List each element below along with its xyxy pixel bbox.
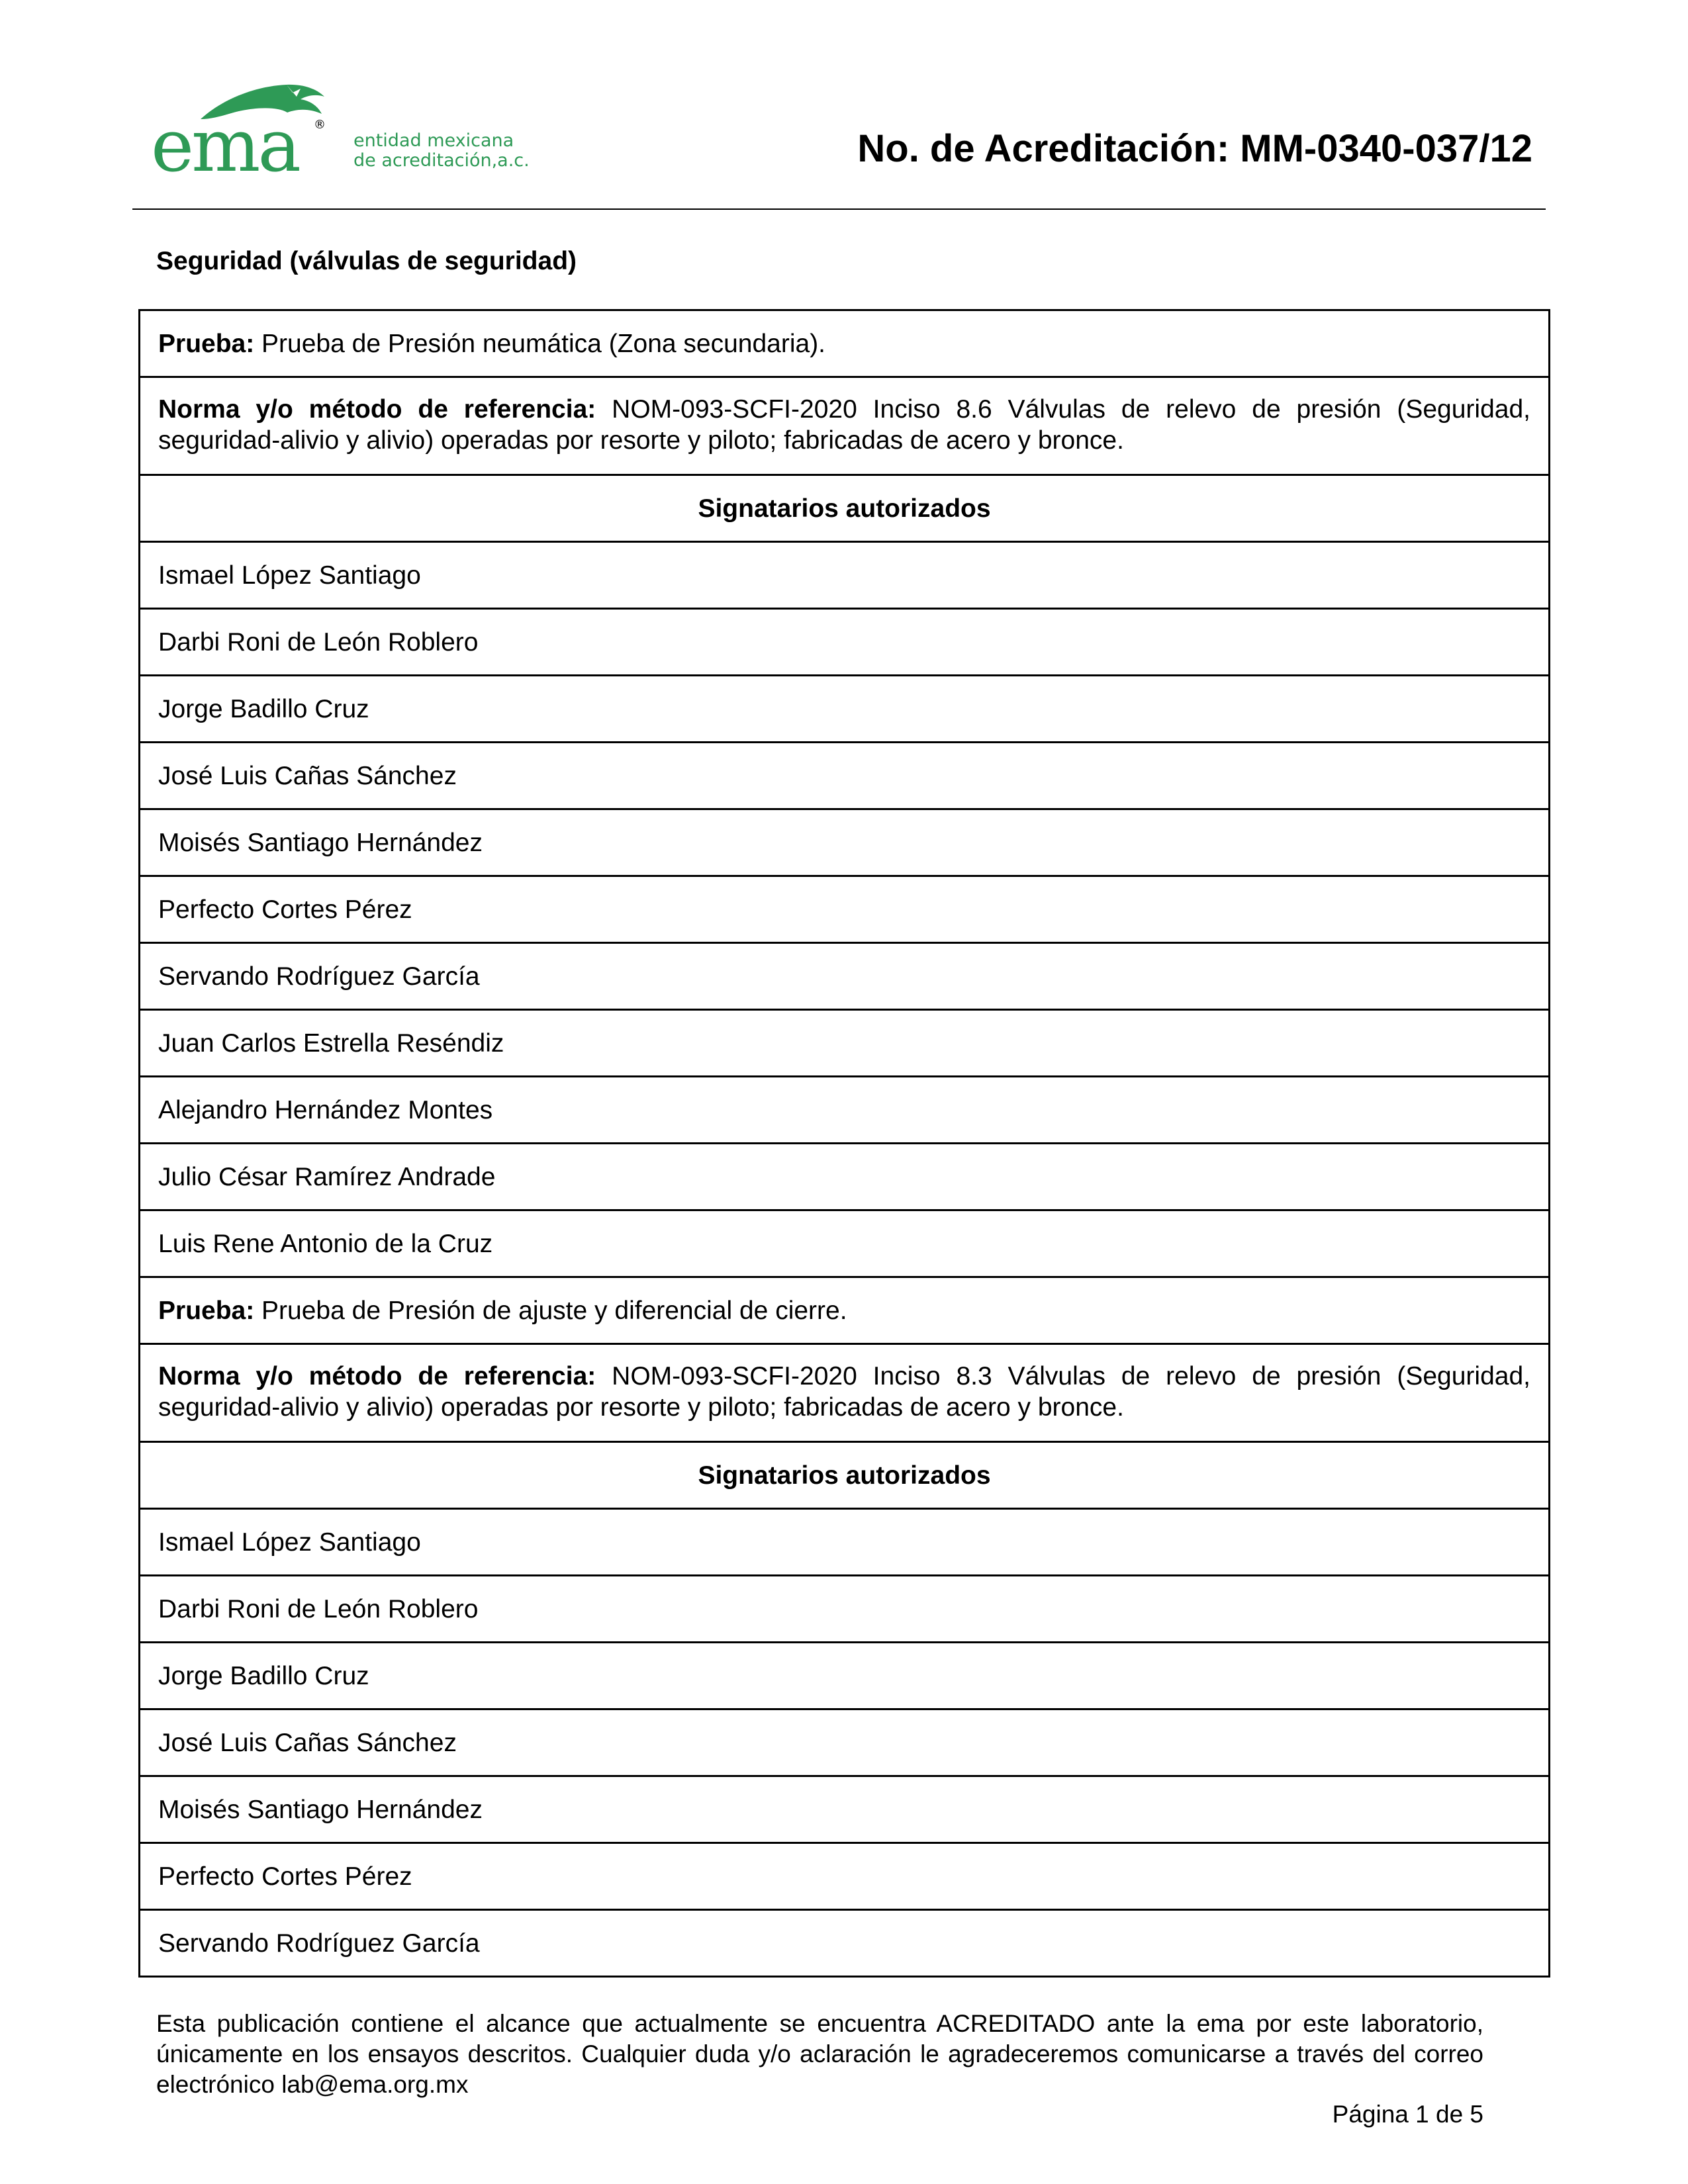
- signatario-row: Julio César Ramírez Andrade: [140, 1142, 1548, 1209]
- signatario-row: José Luis Cañas Sánchez: [140, 1708, 1548, 1775]
- header-divider: [132, 208, 1546, 210]
- prueba-text: Prueba de Presión de ajuste y diferencial de cierre.: [254, 1296, 847, 1325]
- signatario-row: Jorge Badillo Cruz: [140, 1641, 1548, 1708]
- signatario-row: José Luis Cañas Sánchez: [140, 741, 1548, 808]
- ema-logo-text: [353, 131, 575, 171]
- norma-row: [140, 1343, 1548, 1441]
- signatario-row: Darbi Roni de León Roblero: [140, 608, 1548, 674]
- section-title: Seguridad (válvulas de seguridad): [156, 247, 577, 275]
- ema-logo: [151, 79, 575, 179]
- prueba-label: Prueba:: [158, 329, 255, 358]
- footer-note: Esta publicación contiene el alcance que actualmente se encuentra ACREDITADO ante la ema por este laboratorio, únicamente en los ensayos descritos. Cualquier duda y/o aclaración le agradeceremos comunicarse a través del correo electrónico lab@ema.org.mx: [156, 2010, 1483, 2098]
- signatarios-header: Signatarios autorizados: [140, 1441, 1548, 1508]
- scope-table: [138, 309, 1550, 1978]
- norma-label: Norma y/o método de referencia:: [158, 395, 596, 424]
- norma-row: [140, 376, 1548, 474]
- signatario-row: Moisés Santiago Hernández: [140, 1775, 1548, 1842]
- norma-text: NOM-093-SCFI-2020 Inciso 8.6 Válvulas de relevo de presión (Seguridad, seguridad-alivio y alivio) operadas por resorte y piloto; fabricadas de acero y bronce.: [158, 395, 1530, 455]
- page-number: Página 1 de 5: [1332, 2101, 1483, 2128]
- signatario-row: Ismael López Santiago: [140, 1508, 1548, 1574]
- signatario-row: Perfecto Cortes Pérez: [140, 875, 1548, 942]
- norma-label: Norma y/o método de referencia:: [158, 1362, 596, 1390]
- ema-wordmark: [151, 79, 350, 179]
- svg-text:®: ®: [314, 118, 326, 132]
- signatario-row: Perfecto Cortes Pérez: [140, 1842, 1548, 1909]
- prueba-row: [140, 1276, 1548, 1343]
- svg-text:ema: ema: [151, 103, 299, 179]
- signatario-row: Servando Rodríguez García: [140, 942, 1548, 1009]
- logo-line-1: entidad mexicana: [353, 130, 514, 151]
- logo-line-2: de acreditación,a.c.: [353, 150, 530, 171]
- prueba-row: [140, 311, 1548, 376]
- signatario-row: Juan Carlos Estrella Reséndiz: [140, 1009, 1548, 1075]
- prueba-label: Prueba:: [158, 1296, 255, 1325]
- signatario-row: Moisés Santiago Hernández: [140, 808, 1548, 875]
- signatario-row: Jorge Badillo Cruz: [140, 674, 1548, 741]
- signatario-row: Servando Rodríguez García: [140, 1909, 1548, 1976]
- signatario-row: Ismael López Santiago: [140, 541, 1548, 608]
- signatario-row: Darbi Roni de León Roblero: [140, 1574, 1548, 1641]
- prueba-text: Prueba de Presión neumática (Zona secundaria).: [254, 329, 826, 358]
- norma-text: NOM-093-SCFI-2020 Inciso 8.3 Válvulas de relevo de presión (Seguridad, seguridad-alivio y alivio) operadas por resorte y piloto; fabricadas de acero y bronce.: [158, 1362, 1530, 1422]
- accreditation-number: No. de Acreditación: MM-0340-037/12: [857, 127, 1532, 170]
- signatarios-header: Signatarios autorizados: [140, 474, 1548, 541]
- signatario-row: Alejandro Hernández Montes: [140, 1075, 1548, 1142]
- signatario-row: Luis Rene Antonio de la Cruz: [140, 1209, 1548, 1276]
